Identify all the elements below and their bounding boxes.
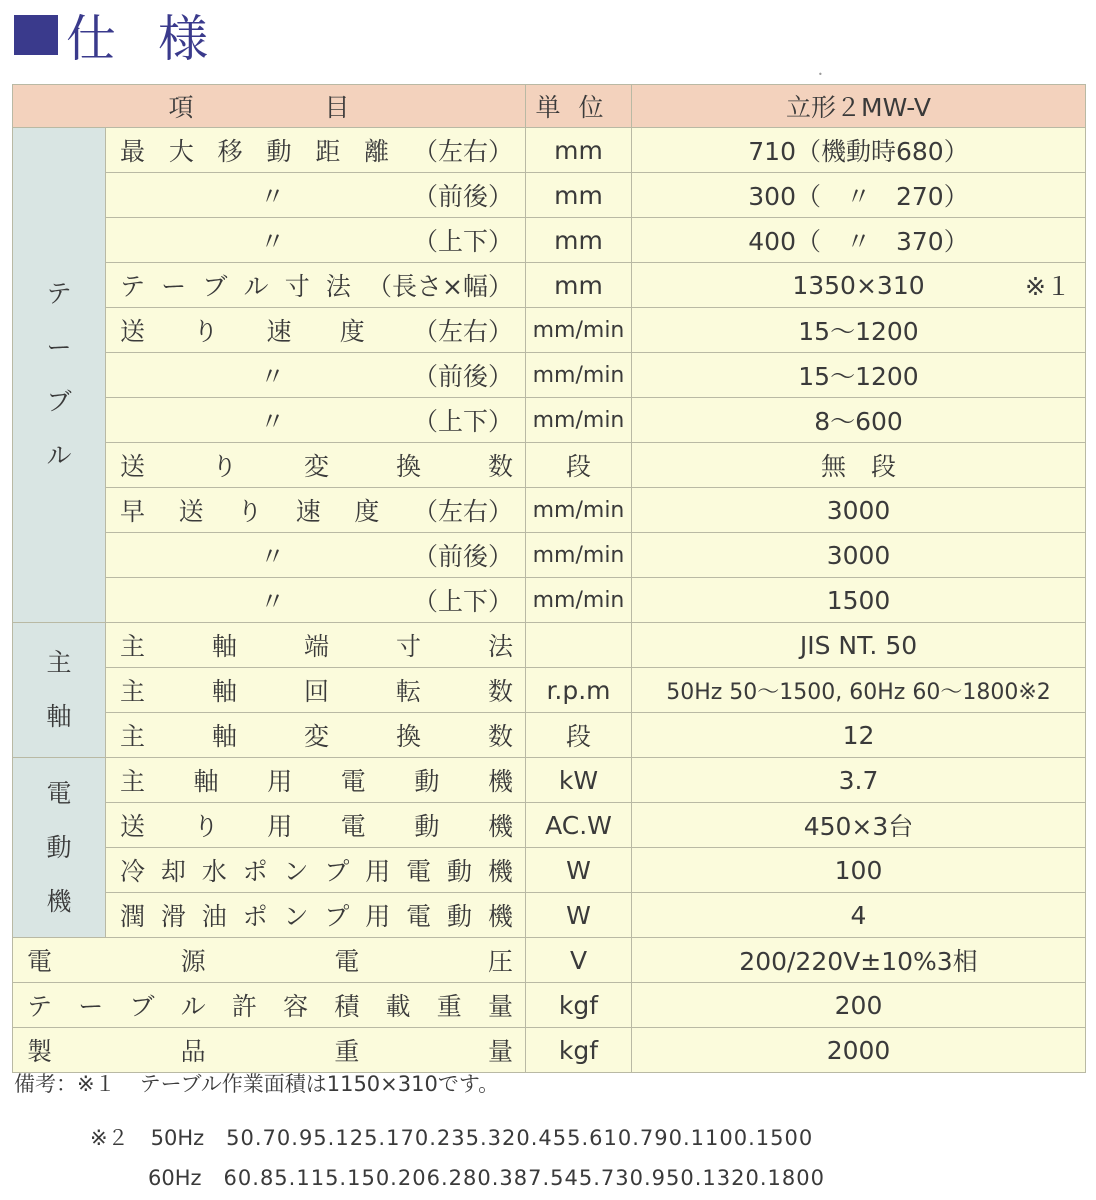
group-char: 軸 bbox=[46, 702, 72, 731]
header-item-a: 項 bbox=[168, 93, 194, 122]
item-label-part: 積 bbox=[334, 992, 360, 1021]
item-label-part: 主 bbox=[120, 677, 146, 706]
speck: • bbox=[818, 70, 823, 79]
item-label-part: 電 bbox=[406, 902, 432, 931]
unit-cell: mm/min bbox=[526, 533, 632, 578]
item-label-part: 量 bbox=[487, 992, 513, 1021]
remark-1 bbox=[14, 1068, 499, 1098]
unit-cell: mm bbox=[526, 263, 632, 308]
page-title bbox=[14, 0, 250, 70]
item-label-part: 回 bbox=[303, 677, 329, 706]
item-label-part: 滑 bbox=[160, 902, 186, 931]
item-label-part: テ bbox=[27, 992, 53, 1021]
item-cell bbox=[106, 218, 526, 263]
value-cell bbox=[632, 353, 1086, 398]
item-label-part: 用 bbox=[267, 767, 293, 796]
item-label-part: 換 bbox=[395, 452, 421, 481]
table-row bbox=[13, 803, 1086, 848]
table-row bbox=[13, 533, 1086, 578]
item-cell bbox=[106, 623, 526, 668]
item-label-part: 機 bbox=[487, 857, 513, 886]
value-cell bbox=[632, 308, 1086, 353]
remark-50hz-steps: 50.70.95.125.170.235.320.455.610.790.1100.1500 bbox=[226, 1126, 814, 1150]
unit-cell: mm/min bbox=[526, 308, 632, 353]
item-label-part: ン bbox=[283, 857, 309, 886]
item-direction: （上下） bbox=[412, 407, 513, 436]
value-cell bbox=[632, 263, 1086, 308]
value-cell bbox=[632, 1028, 1086, 1073]
remark-60hz-steps: 60.85.115.150.206.280.387.545.730.950.1320.1800 bbox=[223, 1166, 825, 1190]
item-label-part: 距 bbox=[315, 137, 341, 166]
item-label-part: ル bbox=[243, 272, 269, 301]
item-label-part: 用 bbox=[365, 857, 391, 886]
value-cell bbox=[632, 983, 1086, 1028]
item-direction: （前後） bbox=[412, 182, 513, 211]
table-row bbox=[13, 263, 1086, 308]
unit-cell: mm/min bbox=[526, 398, 632, 443]
table-row bbox=[13, 398, 1086, 443]
item-label-part: 離 bbox=[364, 137, 390, 166]
value-cell bbox=[632, 443, 1086, 488]
item-label-part: テ bbox=[120, 272, 146, 301]
item-label-part: 電 bbox=[406, 857, 432, 886]
group-char: 動 bbox=[46, 832, 72, 862]
table-row bbox=[13, 173, 1086, 218]
item-direction: （上下） bbox=[412, 587, 513, 616]
unit-cell: 段 bbox=[526, 713, 632, 758]
header-row bbox=[13, 85, 1086, 128]
remark-50hz-label: 50Hz bbox=[150, 1126, 205, 1150]
item-label-part: 速 bbox=[295, 497, 321, 526]
table-row bbox=[13, 713, 1086, 758]
table-row bbox=[13, 668, 1086, 713]
item-label-part: り bbox=[193, 812, 219, 841]
value-text: 15〜1200 bbox=[798, 362, 919, 391]
item-label-part: ル bbox=[180, 992, 206, 1021]
value-text: 3000 bbox=[826, 540, 891, 570]
item-label-part: 電 bbox=[340, 812, 366, 841]
group-char: 機 bbox=[46, 886, 72, 916]
item-label-part: ポ bbox=[242, 902, 268, 931]
unit-cell: AC.W bbox=[526, 803, 632, 848]
item-label-part: 軸 bbox=[211, 722, 237, 751]
item-label-part: （左右） bbox=[412, 497, 513, 526]
unit-cell: 段 bbox=[526, 443, 632, 488]
value-text: 200 bbox=[834, 990, 883, 1020]
table-row bbox=[13, 218, 1086, 263]
table-row bbox=[13, 128, 1086, 173]
item-label-part: 数 bbox=[487, 677, 513, 706]
item-cell bbox=[106, 263, 526, 308]
group-motor bbox=[13, 758, 106, 938]
item-cell bbox=[106, 803, 526, 848]
item-direction: （前後） bbox=[412, 542, 513, 571]
item-label-part: り bbox=[237, 497, 263, 526]
unit-cell: kgf bbox=[526, 1028, 632, 1073]
item-label-part: ブ bbox=[129, 992, 155, 1021]
unit-cell bbox=[526, 623, 632, 668]
item-cell bbox=[106, 488, 526, 533]
item-label-part: り bbox=[193, 317, 219, 346]
header-item-b: 目 bbox=[324, 93, 350, 122]
header-item bbox=[13, 85, 526, 128]
item-label-part: 源 bbox=[180, 947, 206, 976]
item-label-part: プ bbox=[324, 857, 350, 886]
item-label-part: 送 bbox=[178, 497, 204, 526]
item-cell bbox=[13, 938, 526, 983]
ditto-mark: 〃 bbox=[260, 407, 286, 436]
value-cell bbox=[632, 578, 1086, 623]
item-label-part: ー bbox=[161, 272, 187, 301]
item-cell bbox=[106, 713, 526, 758]
item-label-part: 電 bbox=[340, 767, 366, 796]
item-direction: （前後） bbox=[412, 362, 513, 391]
value-cell bbox=[632, 128, 1086, 173]
item-label-part: 量 bbox=[487, 1037, 513, 1066]
item-direction: （上下） bbox=[412, 227, 513, 256]
unit-cell: W bbox=[526, 848, 632, 893]
unit-cell: kW bbox=[526, 758, 632, 803]
value-text: 4 bbox=[850, 900, 867, 930]
item-label-part: 油 bbox=[201, 902, 227, 931]
value-text: 400（ 〃 370） bbox=[748, 227, 969, 256]
value-text: 3.7 bbox=[838, 765, 879, 795]
item-label-part: 許 bbox=[231, 992, 257, 1021]
value-text: 2000 bbox=[826, 1035, 891, 1065]
value-cell bbox=[632, 848, 1086, 893]
header-unit: 単位 bbox=[526, 85, 632, 128]
value-text: 15〜1200 bbox=[798, 317, 919, 346]
ditto-mark: 〃 bbox=[260, 227, 286, 256]
item-label-part: 機 bbox=[487, 767, 513, 796]
value-cell bbox=[632, 668, 1086, 713]
item-label-part: 寸 bbox=[284, 272, 310, 301]
item-label-part: 早 bbox=[120, 497, 146, 526]
item-label-part: 法 bbox=[325, 272, 351, 301]
item-label-part: 変 bbox=[303, 452, 329, 481]
value-cell bbox=[632, 218, 1086, 263]
unit-cell: kgf bbox=[526, 983, 632, 1028]
item-label-part: 最 bbox=[120, 137, 146, 166]
group-char: ー bbox=[46, 333, 72, 362]
value-text: 3000 bbox=[826, 495, 891, 525]
value-text: 300（ 〃 270） bbox=[748, 182, 969, 211]
unit-cell: mm/min bbox=[526, 488, 632, 533]
item-label-part: 主 bbox=[120, 722, 146, 751]
item-label-part: 主 bbox=[120, 767, 146, 796]
ditto-mark: 〃 bbox=[260, 182, 286, 211]
item-label-part: 品 bbox=[180, 1037, 206, 1066]
value-cell bbox=[632, 758, 1086, 803]
footnote-mark: ※１ bbox=[1025, 272, 1071, 301]
item-label-part: り bbox=[211, 452, 237, 481]
value-text: 200/220V±10%3相 bbox=[739, 947, 978, 976]
item-label-part: プ bbox=[324, 902, 350, 931]
group-spindle bbox=[13, 623, 106, 758]
item-label-part: 移 bbox=[217, 137, 243, 166]
unit-cell: mm bbox=[526, 173, 632, 218]
item-label-part: ー bbox=[78, 992, 104, 1021]
item-cell bbox=[106, 533, 526, 578]
group-char: ル bbox=[46, 441, 72, 470]
item-label-part: 転 bbox=[395, 677, 421, 706]
item-label-part: 寸 bbox=[395, 632, 421, 661]
item-cell bbox=[106, 893, 526, 938]
item-label-part: 数 bbox=[487, 722, 513, 751]
value-text: 710（機動時680） bbox=[748, 137, 969, 166]
item-cell bbox=[106, 443, 526, 488]
item-label-part: 製 bbox=[27, 1037, 53, 1066]
item-label-part: （左右） bbox=[412, 317, 513, 346]
table-row bbox=[13, 443, 1086, 488]
value-text: 100 bbox=[834, 855, 883, 885]
item-label-part: 動 bbox=[414, 812, 440, 841]
table-row bbox=[13, 893, 1086, 938]
item-label-part: 用 bbox=[365, 902, 391, 931]
item-cell bbox=[106, 308, 526, 353]
remark-1-text: テーブル作業面積は1150×310です。 bbox=[139, 1072, 500, 1096]
item-label-part: （長さ×幅） bbox=[367, 272, 513, 301]
value-cell bbox=[632, 173, 1086, 218]
value-cell bbox=[632, 488, 1086, 533]
item-label-part: 法 bbox=[487, 632, 513, 661]
value-text: 1500 bbox=[826, 585, 891, 615]
item-cell bbox=[106, 578, 526, 623]
value-text: JIS NT. 50 bbox=[799, 630, 918, 660]
item-label-part: 重 bbox=[436, 992, 462, 1021]
table-row bbox=[13, 488, 1086, 533]
item-label-part: 端 bbox=[303, 632, 329, 661]
item-label-part: 電 bbox=[27, 947, 53, 976]
item-label-part: 変 bbox=[303, 722, 329, 751]
remark-2 bbox=[90, 1122, 813, 1152]
unit-cell: V bbox=[526, 938, 632, 983]
item-label-part: 動 bbox=[414, 767, 440, 796]
value-text: 12 bbox=[842, 720, 875, 750]
value-text: 8〜600 bbox=[814, 407, 903, 436]
item-label-part: 却 bbox=[160, 857, 186, 886]
item-cell bbox=[106, 353, 526, 398]
item-label-part: 軸 bbox=[211, 677, 237, 706]
table-row bbox=[13, 1028, 1086, 1073]
item-label-part: 冷 bbox=[120, 857, 146, 886]
item-label-part: （左右） bbox=[412, 137, 513, 166]
title-square-icon bbox=[14, 15, 58, 55]
item-label-part: 潤 bbox=[120, 902, 146, 931]
title-text: 仕様 bbox=[66, 10, 250, 68]
item-cell bbox=[13, 983, 526, 1028]
ditto-mark: 〃 bbox=[260, 587, 286, 616]
value-cell bbox=[632, 893, 1086, 938]
table-row bbox=[13, 938, 1086, 983]
value-cell bbox=[632, 803, 1086, 848]
item-label-part: 動 bbox=[266, 137, 292, 166]
item-label-part: 用 bbox=[267, 812, 293, 841]
item-label-part: 度 bbox=[339, 317, 365, 346]
value-text: 450×3台 bbox=[803, 812, 914, 841]
remark-prefix: 備考：※１ bbox=[14, 1072, 116, 1096]
item-label-part: 載 bbox=[385, 992, 411, 1021]
value-cell bbox=[632, 533, 1086, 578]
table-row bbox=[13, 308, 1086, 353]
item-label-part: ン bbox=[283, 902, 309, 931]
value-text: 無 段 bbox=[820, 452, 896, 481]
item-label-part: 大 bbox=[168, 137, 194, 166]
group-char: 電 bbox=[46, 778, 72, 808]
spec-table bbox=[12, 84, 1086, 1073]
item-label-part: ブ bbox=[202, 272, 228, 301]
item-cell bbox=[106, 398, 526, 443]
header-value: 立形２MW-V bbox=[632, 85, 1086, 128]
unit-cell: mm bbox=[526, 128, 632, 173]
ditto-mark: 〃 bbox=[260, 362, 286, 391]
group-table bbox=[13, 128, 106, 623]
group-char: テ bbox=[46, 279, 72, 308]
group-char: 主 bbox=[46, 648, 72, 677]
unit-cell: r.p.m bbox=[526, 668, 632, 713]
table-row bbox=[13, 758, 1086, 803]
value-cell bbox=[632, 398, 1086, 443]
item-cell bbox=[106, 758, 526, 803]
item-label-part: 換 bbox=[395, 722, 421, 751]
item-label-part: 送 bbox=[120, 452, 146, 481]
group-char: ブ bbox=[46, 387, 72, 416]
value-text: 50Hz 50〜1500, 60Hz 60〜1800※2 bbox=[666, 679, 1051, 705]
item-cell bbox=[13, 1028, 526, 1073]
table-row bbox=[13, 983, 1086, 1028]
item-label-part: 軸 bbox=[211, 632, 237, 661]
remark-3 bbox=[148, 1166, 825, 1190]
unit-cell: mm/min bbox=[526, 578, 632, 623]
item-label-part: 機 bbox=[487, 902, 513, 931]
table-row bbox=[13, 623, 1086, 668]
ditto-mark: 〃 bbox=[260, 542, 286, 571]
item-cell bbox=[106, 173, 526, 218]
value-cell bbox=[632, 713, 1086, 758]
table-row bbox=[13, 848, 1086, 893]
item-label-part: 水 bbox=[201, 857, 227, 886]
table-row bbox=[13, 578, 1086, 623]
unit-cell: mm/min bbox=[526, 353, 632, 398]
table-row bbox=[13, 353, 1086, 398]
item-label-part: 送 bbox=[120, 317, 146, 346]
item-label-part: 軸 bbox=[193, 767, 219, 796]
item-cell bbox=[106, 128, 526, 173]
remark-60hz-label: 60Hz bbox=[148, 1166, 202, 1190]
item-label-part: 電 bbox=[334, 947, 360, 976]
item-label-part: 動 bbox=[447, 857, 473, 886]
value-text: 1350×310 bbox=[792, 270, 925, 300]
item-label-part: 重 bbox=[334, 1037, 360, 1066]
item-label-part: 速 bbox=[266, 317, 292, 346]
item-label-part: 容 bbox=[283, 992, 309, 1021]
item-cell bbox=[106, 848, 526, 893]
unit-cell: W bbox=[526, 893, 632, 938]
item-label-part: 圧 bbox=[487, 947, 513, 976]
item-cell bbox=[106, 668, 526, 713]
item-label-part: 送 bbox=[120, 812, 146, 841]
value-cell bbox=[632, 623, 1086, 668]
value-cell bbox=[632, 938, 1086, 983]
unit-cell: mm bbox=[526, 218, 632, 263]
item-label-part: 主 bbox=[120, 632, 146, 661]
item-label-part: ポ bbox=[242, 857, 268, 886]
remark-2-mark: ※２ bbox=[90, 1126, 129, 1150]
item-label-part: 度 bbox=[354, 497, 380, 526]
item-label-part: 数 bbox=[487, 452, 513, 481]
item-label-part: 機 bbox=[487, 812, 513, 841]
item-label-part: 動 bbox=[447, 902, 473, 931]
